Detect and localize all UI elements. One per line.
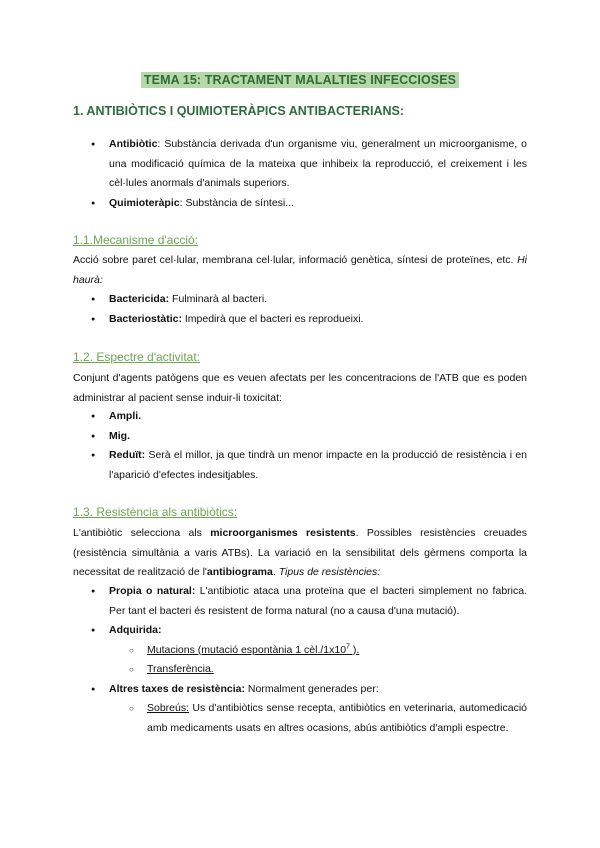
term-natural: Propia o natural:: [109, 585, 196, 597]
list-item: [129, 641, 527, 661]
mechanism-italic: Hi haurà:: [73, 254, 527, 286]
term-ampli: Ampli.: [109, 410, 142, 422]
spectrum-list: [91, 407, 527, 485]
list-item: [91, 446, 527, 485]
definitions-list: [91, 135, 527, 213]
subsection-1-2-heading: 1.2. Espectre d'activitat:: [73, 350, 201, 364]
list-item: [91, 135, 527, 194]
mutations-label: Mutacions (mutació espontània 1 cèl./1x10: [147, 643, 347, 656]
mutations-text: [147, 644, 359, 656]
list-item: [91, 582, 527, 621]
list-item: [91, 427, 527, 447]
mechanism-list: [91, 290, 527, 329]
sobreus-text: Us d'antibiòtics sense recepta, antibiòtics en veterinaria, automedicació amb medicaments usats en altres ocasions, abús antibiòtics d'ampli espectre.: [147, 702, 527, 734]
mechanism-text: Acció sobre paret cel·lular, membrana cel·lular, informació genètica, síntesi de proteïnes, etc.: [73, 254, 514, 266]
subsection-1-1-paragraph: [73, 251, 527, 290]
list-item: [129, 660, 527, 680]
term-quimioterapic: Quimioteràpic: [109, 196, 180, 209]
section-1-heading: 1. ANTIBIÒTICS I QUIMIOTERÀPICS ANTIBACTERIANS:: [73, 104, 405, 118]
term-antibiotic: Antibiòtic: [109, 138, 158, 150]
term-adquirida: Adquirida:: [109, 624, 162, 636]
subsection-1-3-paragraph: [73, 524, 527, 583]
resistance-bold-a: microorganismes resistents: [210, 527, 356, 539]
resistance-text-c: .: [272, 566, 279, 578]
term-bactericida: Bactericida:: [109, 293, 170, 305]
transfer-text: Transferència.: [147, 663, 214, 675]
mutations-suffix: ).: [349, 643, 360, 656]
sobreus-label: Sobreús:: [147, 702, 190, 714]
term-altres-taxes: Altres taxes de resistència:: [109, 682, 245, 695]
resistance-list: [91, 582, 527, 738]
definition-reduit: Serà el millor, ja que tindrà un menor impacte en la producció de resistència i en l'aparició d'efectes indesitjables.: [109, 449, 527, 481]
resistance-italic: Tipus de resistències:: [278, 566, 381, 578]
title-container: [0, 71, 600, 89]
resistance-bold-b: antibiograma: [206, 566, 273, 578]
list-item: [91, 680, 527, 739]
definition-bacteriostatic: Impedirà que el bacteri es reprodueixi.: [181, 312, 364, 325]
list-item: [91, 290, 527, 310]
mutations-exponent: 7: [346, 643, 350, 650]
subsection-1-1-heading: 1.1.Mecanisme d'acció:: [73, 233, 199, 247]
term-mig: Mig.: [109, 429, 130, 442]
list-item: [129, 699, 527, 738]
term-reduit: Reduït:: [109, 449, 146, 461]
definition-antibiotic: : Substància derivada d'un organisme viu, generalment un microorganisme, o una modificació química de la mateixa que inhibeix la reproducció, el creixement i les cèl·lules anormals d'animals superiors.: [109, 138, 527, 189]
document-title: TEMA 15: TRACTAMENT MALALTIES INFECCIOSES: [141, 72, 459, 88]
other-sublist: [129, 699, 527, 738]
list-item: [91, 407, 527, 427]
resistance-text-a: L'antibiòtic selecciona als: [73, 527, 211, 539]
term-bacteriostatic: Bacteriostàtic:: [109, 312, 182, 325]
definition-natural: L'antibiotic ataca una proteïna que el bacteri simplement no fabrica. Per tant el bacteri és resistent de forma natural (no a causa d'una mutació).: [109, 585, 527, 617]
definition-bactericida: Fulminarà al bacteri.: [169, 293, 268, 305]
definition-quimioterapic: : Substància de síntesi...: [179, 196, 295, 209]
subsection-1-3-heading: 1.3. Resistència als antibiòtics:: [73, 505, 238, 519]
definition-altres-taxes: Normalment generades per:: [245, 682, 379, 695]
list-item: [91, 621, 527, 680]
subsection-1-2-paragraph: Conjunt d'agents patògens que es veuen afectats per les concentracions de l'ATB que es poden administrar al pacient sense induir-li toxicitat:: [73, 372, 527, 404]
list-item: [91, 194, 527, 214]
resistance-text-b: . Possibles resistències creuades (resistència simultània a varis ATBs). La variació en la sensibilitat dels gèrmens comporta la necessitat de realització de l': [73, 527, 527, 578]
acquired-sublist: [129, 641, 527, 680]
list-item: [91, 310, 527, 330]
